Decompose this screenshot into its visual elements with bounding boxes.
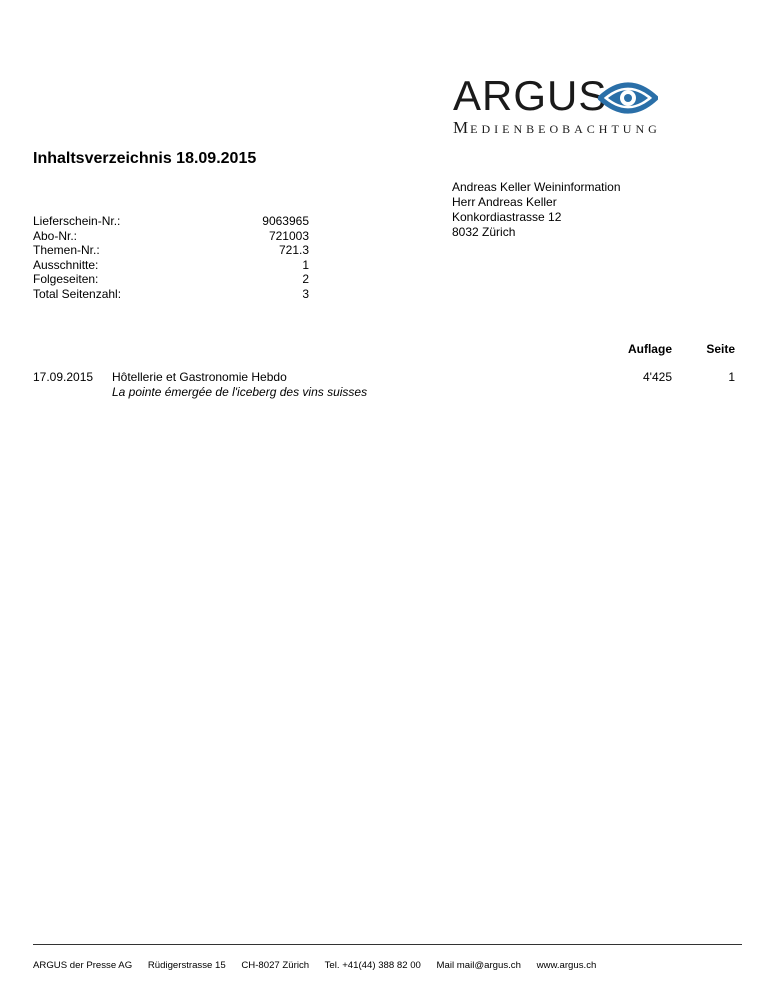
recipient-address — [452, 180, 621, 240]
entry-headline: La pointe émergée de l'iceberg des vins suisses — [112, 385, 368, 399]
column-header-auflage: Auflage — [627, 342, 672, 356]
meta-value: 9063965 — [262, 214, 309, 228]
meta-label: Ausschnitte: — [33, 257, 99, 272]
entry-seite: 1 — [728, 370, 735, 384]
footer-web: www.argus.ch — [536, 960, 597, 971]
address-line: 8032 Zürich — [452, 225, 516, 239]
footer-city: CH-8027 Zürich — [241, 960, 310, 971]
meta-label: Abo-Nr.: — [33, 228, 78, 243]
address-line: Andreas Keller Weininformation — [452, 180, 621, 194]
meta-row — [33, 229, 309, 244]
meta-label: Folgeseiten: — [33, 272, 99, 287]
meta-value: 1 — [302, 257, 309, 272]
meta-row — [33, 243, 309, 258]
meta-row — [33, 287, 309, 302]
column-header-seite: Seite — [706, 342, 735, 356]
meta-value: 3 — [302, 286, 309, 301]
meta-label: Lieferschein-Nr.: — [33, 214, 121, 228]
meta-row — [33, 272, 309, 287]
meta-row — [33, 214, 309, 229]
delivery-details — [33, 214, 309, 302]
logo-subtitle: MEDIENBEOBACHTUNG — [453, 118, 661, 137]
footer-phone: Tel. +41(44) 388 82 00 — [324, 960, 421, 971]
footer-mail: Mail mail@argus.ch — [436, 960, 521, 971]
eye-icon — [598, 78, 658, 118]
footer — [33, 960, 609, 971]
footer-divider — [33, 944, 742, 945]
meta-row — [33, 258, 309, 273]
page-title: Inhaltsverzeichnis 18.09.2015 — [33, 150, 257, 167]
argus-logo — [450, 72, 662, 136]
meta-label: Total Seitenzahl: — [33, 286, 122, 301]
entry-publication: Hôtellerie et Gastronomie Hebdo — [112, 370, 287, 384]
meta-value: 2 — [302, 272, 309, 287]
entry-auflage: 4'425 — [643, 370, 672, 384]
logo-wordmark: ARGUS — [453, 72, 608, 119]
entry-date: 17.09.2015 — [33, 370, 94, 384]
meta-label: Themen-Nr.: — [33, 243, 100, 258]
meta-value: 721003 — [268, 228, 309, 243]
meta-value: 721.3 — [278, 243, 309, 258]
address-line: Konkordiastrasse 12 — [452, 210, 562, 224]
footer-company: ARGUS der Presse AG — [33, 960, 133, 971]
address-line: Herr Andreas Keller — [452, 195, 557, 209]
footer-street: Rüdigerstrasse 15 — [147, 960, 226, 971]
